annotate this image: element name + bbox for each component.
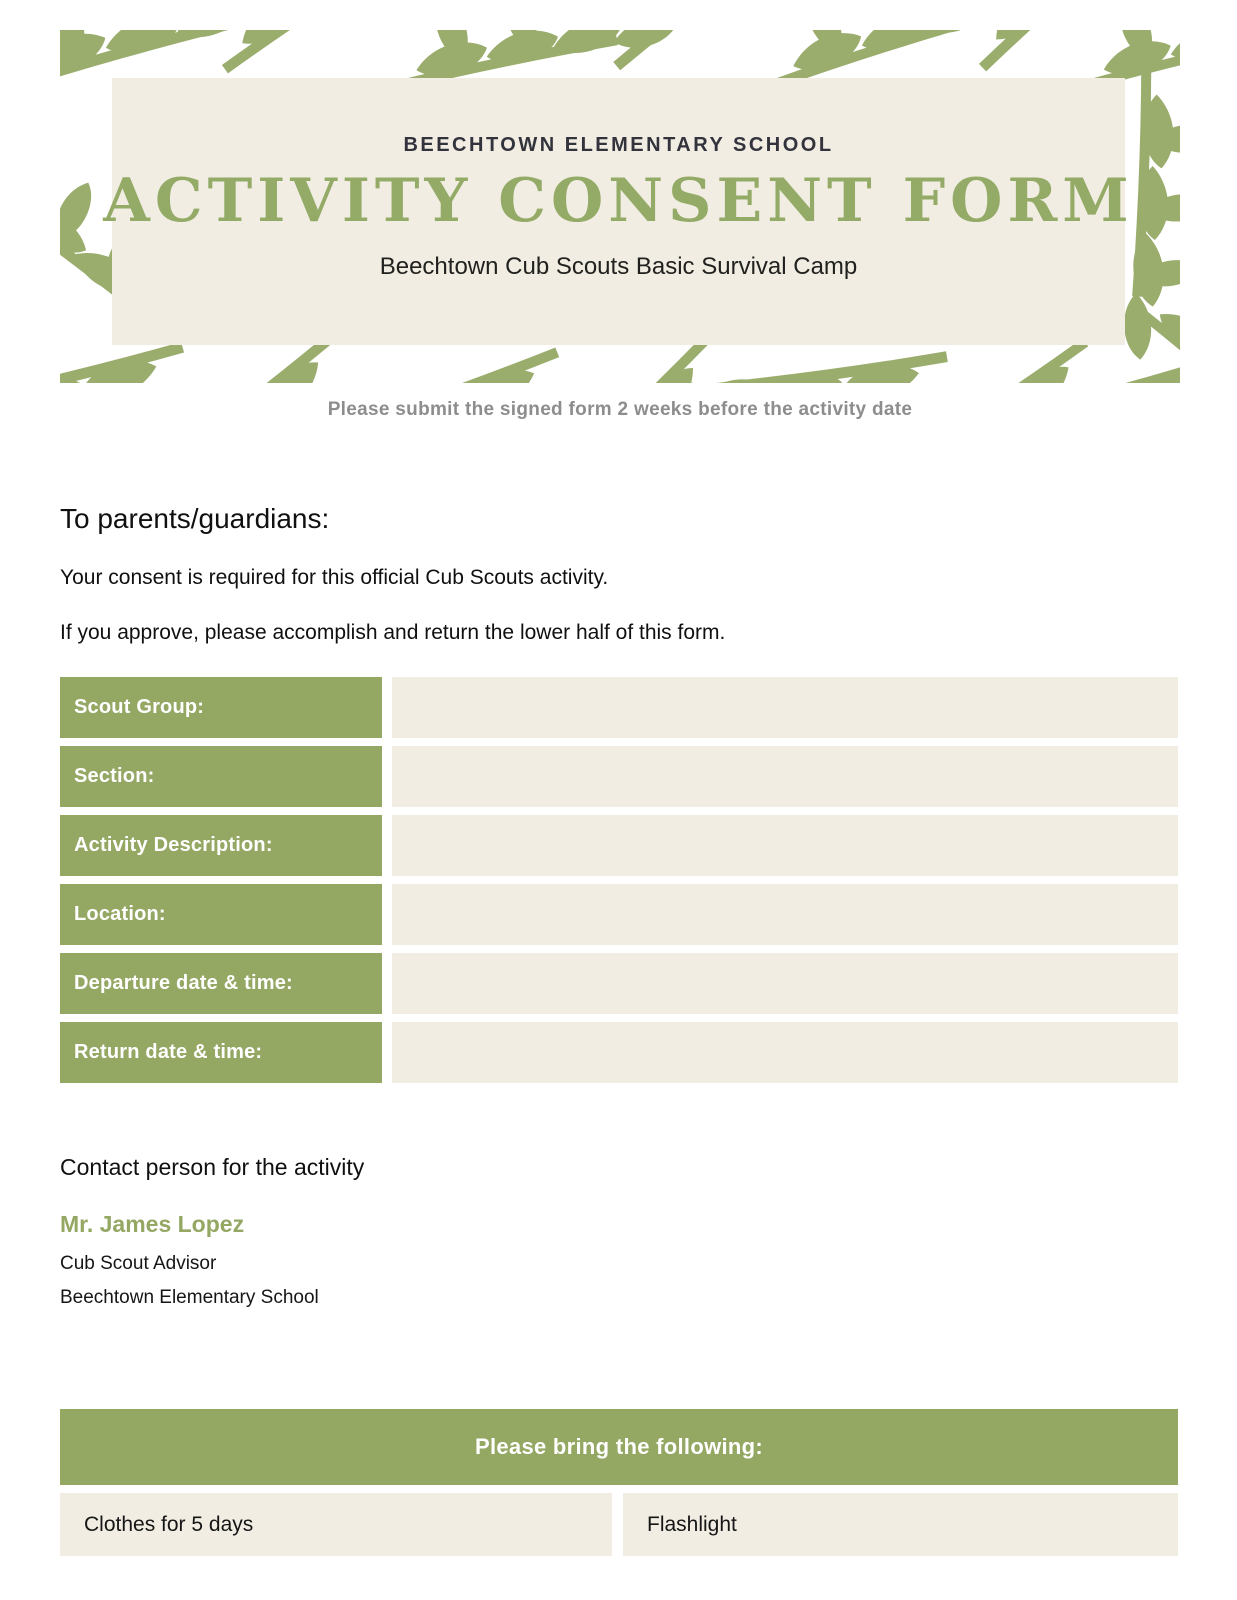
header-banner — [60, 30, 1180, 383]
header-card — [103, 78, 1134, 345]
field-value-scout-group — [392, 677, 1178, 738]
intro-section — [60, 503, 1178, 645]
field-label-location: Location: — [60, 884, 382, 945]
table-row — [60, 953, 1178, 1014]
bring-items — [60, 1493, 1178, 1556]
bring-banner — [60, 1409, 1178, 1485]
field-label-section: Section: — [60, 746, 382, 807]
intro-line-1: Your consent is required for this official Cub Scouts activity. — [60, 566, 609, 589]
field-value-return — [392, 1022, 1178, 1083]
contact-section — [60, 1154, 1178, 1309]
field-label-scout-group: Scout Group: — [60, 677, 382, 738]
field-value-activity-description — [392, 815, 1178, 876]
submission-notice: Please submit the signed form 2 weeks before the activity date — [327, 399, 913, 420]
contact-heading: Contact person for the activity — [60, 1154, 365, 1180]
field-label-return: Return date & time: — [60, 1022, 382, 1083]
activity-fields-table — [60, 677, 1178, 1091]
table-row — [60, 884, 1178, 945]
field-value-departure — [392, 953, 1178, 1014]
list-item: Flashlight — [623, 1493, 1178, 1556]
intro-heading: To parents/guardians: — [60, 503, 330, 534]
list-item: Clothes for 5 days — [60, 1493, 612, 1556]
table-row — [60, 1022, 1178, 1083]
table-row — [60, 746, 1178, 807]
contact-name: Mr. James Lopez — [60, 1211, 245, 1237]
page-title: ACTIVITY CONSENT FORM — [103, 166, 1134, 236]
table-row — [60, 677, 1178, 738]
page-subtitle: Beechtown Cub Scouts Basic Survival Camp — [379, 253, 858, 280]
bring-heading: Please bring the following: — [474, 1434, 763, 1459]
contact-org: Beechtown Elementary School — [60, 1287, 319, 1308]
field-value-location — [392, 884, 1178, 945]
school-name: BEECHTOWN ELEMENTARY SCHOOL — [403, 134, 834, 156]
field-value-section — [392, 746, 1178, 807]
field-label-departure: Departure date & time: — [60, 953, 382, 1014]
field-label-activity-description: Activity Description: — [60, 815, 382, 876]
table-row — [60, 815, 1178, 876]
intro-line-2: If you approve, please accomplish and return the lower half of this form. — [60, 621, 726, 644]
contact-role: Cub Scout Advisor — [60, 1253, 217, 1274]
